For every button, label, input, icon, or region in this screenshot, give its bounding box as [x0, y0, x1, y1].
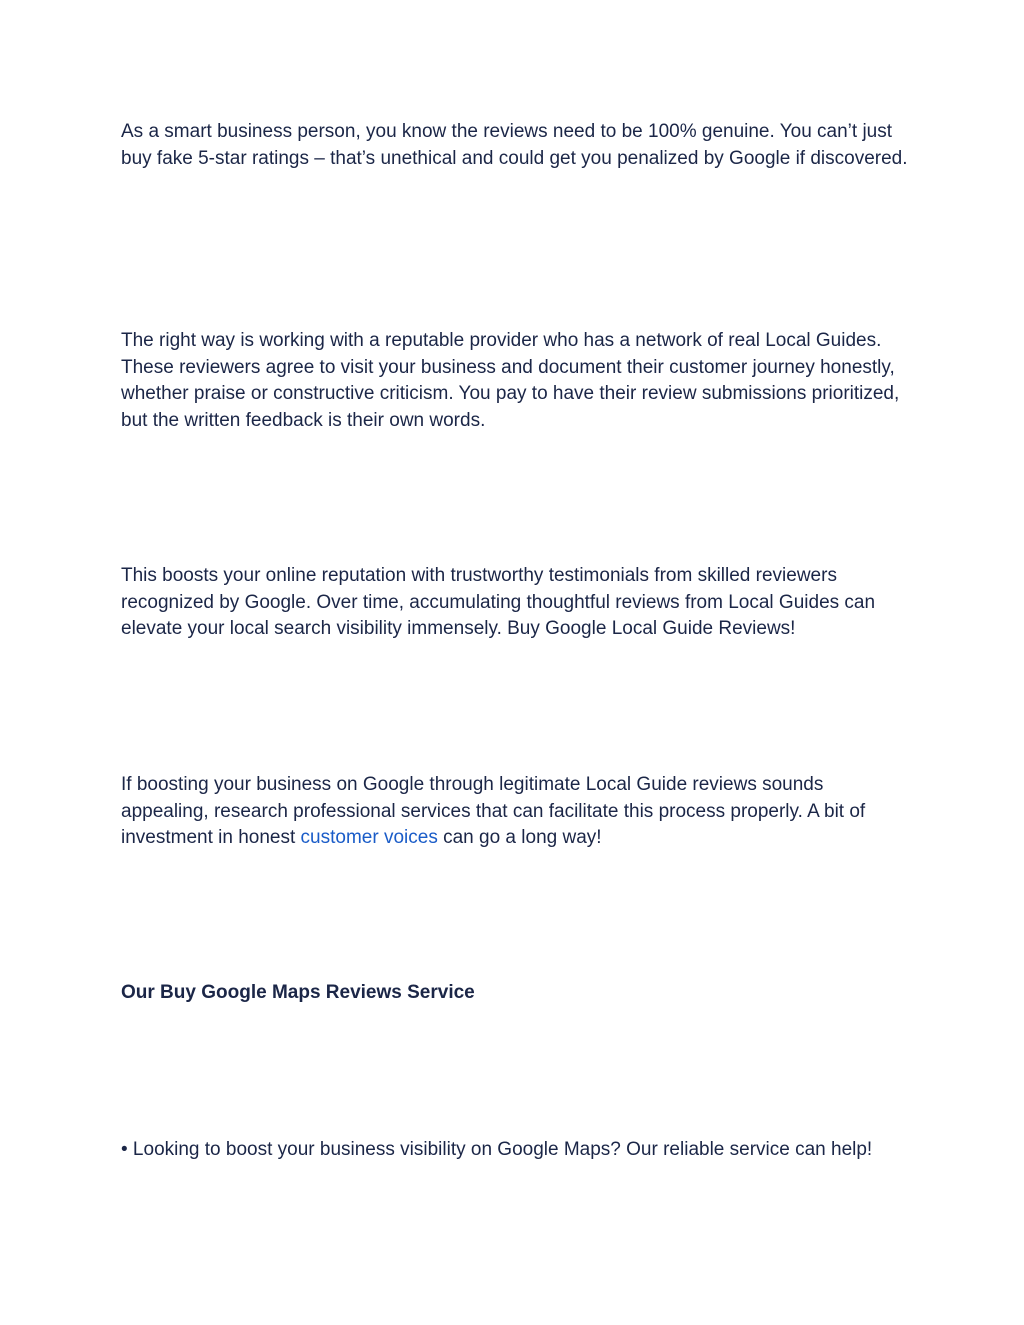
- section-heading: Our Buy Google Maps Reviews Service: [121, 982, 475, 1003]
- paragraph-genuine-reviews: As a smart business person, you know the reviews need to be 100% genuine. You can’t just buy fake 5-star ratings – that’s unethical and could get you penalized by Google if discovered.: [121, 121, 908, 169]
- paragraph-online-reputation: This boosts your online reputation with trustworthy testimonials from skilled reviewers recognized by Google. Over time, accumulating thoughtful reviews from Local Guides can elevate your local search visibility immensely. Buy Google Local Guide Reviews!: [121, 565, 876, 640]
- bullet-item: • Looking to boost your business visibility on Google Maps? Our reliable service can help!: [121, 1139, 873, 1160]
- paragraph-local-guides-provider: The right way is working with a reputable provider who has a network of real Local Guides. These reviewers agree to visit your business and document their customer journey honestly, whether praise or constructive criticism. You pay to have their review submissions prioritized, but the written feedback is their own words.: [121, 330, 900, 431]
- paragraph-research-services: [121, 772, 911, 852]
- customer-voices-link[interactable]: customer voices: [300, 827, 438, 849]
- paragraph-text-before-link: If boosting your business on Google through legitimate Local Guide reviews sounds appealing, research professional services that can facilitate this process properly. A bit of investment in honest: [121, 774, 866, 849]
- paragraph-text-after-link: can go a long way!: [437, 827, 602, 849]
